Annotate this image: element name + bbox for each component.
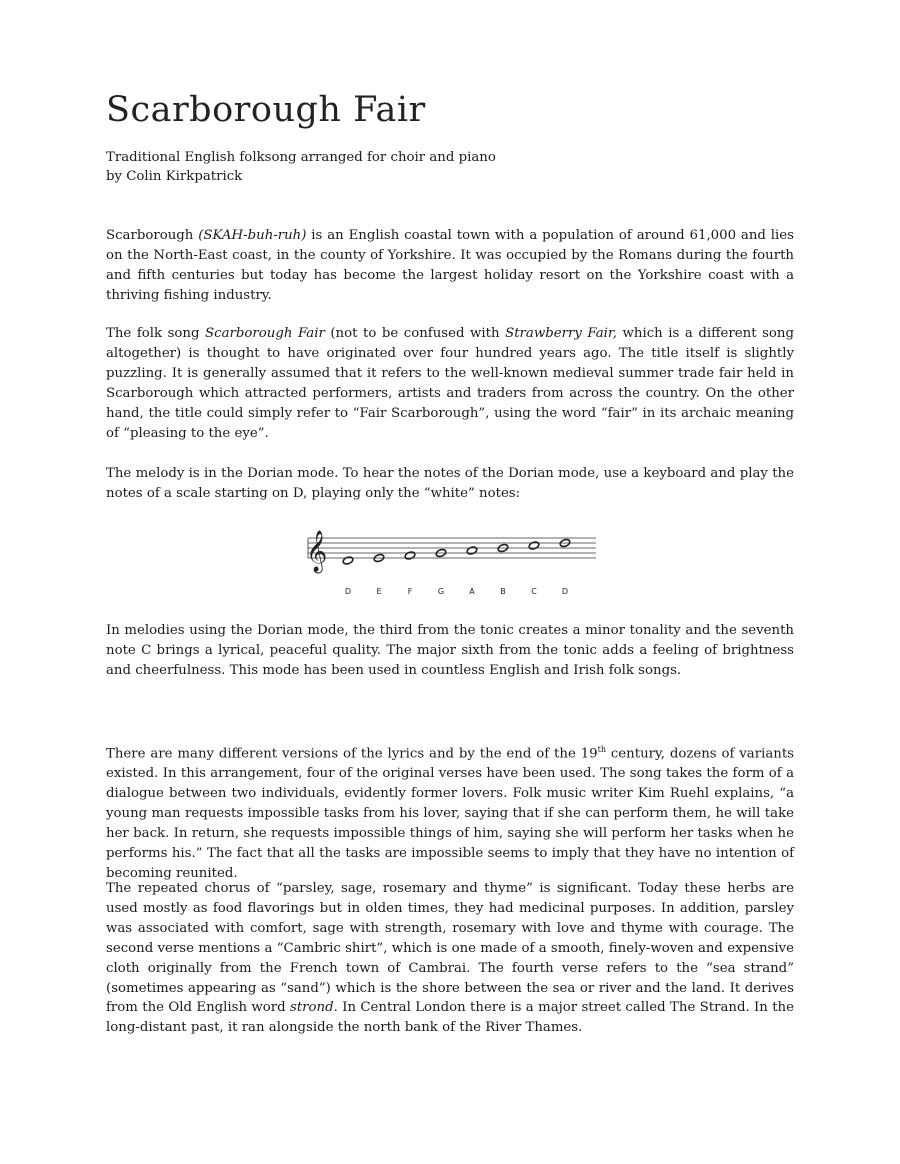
music-staff <box>300 522 600 602</box>
note-label: D <box>561 587 569 596</box>
note-label: A <box>469 587 475 596</box>
note-label: F <box>407 587 413 596</box>
note-label: D <box>344 587 352 596</box>
note-label: E <box>376 587 382 596</box>
paragraph-dorian: The melody is in the Dorian mode. To hear the notes of the Dorian mode, use a keyboard and play the notes of a scale starting on D, playing only the “white” notes: <box>106 466 794 501</box>
ordinal-suffix: th <box>597 745 606 754</box>
old-english-word: strond. <box>290 1000 338 1016</box>
pronunciation: (SKAH-buh-ruh) <box>198 228 307 243</box>
dorian-scale-figure <box>300 522 600 602</box>
other-song-title: Strawberry Fair, <box>505 326 617 341</box>
text-run: is an English coastal town with a population of around 61,000 and lies on the North-East coast, in the county of Yorkshire. It was occupied by the Romans during the fourth and fifth centuries but today has become the largest holiday resort on the Yorkshire coast with a thriving fishing industry. <box>106 228 794 303</box>
text-run: Scarborough <box>106 228 199 243</box>
text-run: In Central London there is a major street called The Strand. In the long-distant past, it ran alongside the north bank of the River Thames. <box>106 1000 794 1036</box>
text-run: There are many different versions of the lyrics and by the end of the 19 <box>106 746 598 762</box>
note-label: G <box>437 587 445 596</box>
subtitle-line-2: by Colin Kirkpatrick <box>106 169 243 184</box>
note-head-d-0 <box>342 556 354 565</box>
note-label: B <box>500 587 506 596</box>
text-run: which is a different song altogether) is thought to have originated over four hundred years ago. The title itself is slightly puzzling. It is generally assumed that it refers to the well-known medieval summer trade fair held in Scarborough which attracted performers, artists and traders from across the country. On the other hand, the title could simply refer to “Fair Scarborough”, using the word “fair” in its archaic meaning of “pleasing to the eye”. <box>106 326 795 441</box>
text-run: The folk song <box>106 326 206 341</box>
paragraph-tonality: In melodies using the Dorian mode, the third from the tonic creates a minor tonality and the seventh note C brings a lyrical, peaceful quality. The major sixth from the tonic adds a feeling of brightness and cheerfulness. This mode has been used in countless English and Irish folk songs. <box>106 623 794 678</box>
paragraph-herbs <box>106 879 794 1038</box>
note-head-c-6 <box>528 541 540 550</box>
notes-layer <box>342 538 571 596</box>
paragraph-lyrics <box>106 740 794 884</box>
song-title: Scarborough Fair <box>205 326 325 341</box>
note-head-f-2 <box>404 551 416 560</box>
note-head-a-4 <box>466 546 478 555</box>
text-run: (not to be confused with <box>324 326 506 341</box>
subtitle-line-1: Traditional English folksong arranged for choir and piano <box>106 150 496 165</box>
subtitle <box>106 148 496 186</box>
page-title: Scarborough Fair <box>106 90 426 130</box>
text-run: The repeated chorus of “parsley, sage, rosemary and thyme” is significant. Today these herbs are used mostly as food flavorings but in olden times, they had medicinal purposes. In addition, parsley was associated with comfort, sage with strength, rosemary with love and thyme with courage. The second verse mentions a “Cambric shirt”, which is one made of a smooth, finely-woven and expensive cloth originally from the French town of Cambrai. The fourth verse refers to the “sea strand” (sometimes appearing as “sand”) which is the shore between the sea or river and the land. It derives from the Old English word <box>106 881 794 1016</box>
paragraph-history <box>106 324 794 443</box>
staff-lines <box>308 538 596 558</box>
text-run: century, dozens of variants existed. In this arrangement, four of the original verses have been used. The song takes the form of a dialogue between two individuals, evidently former lovers. Folk music writer Kim Ruehl explains, “a young man requests impossible tasks from his lover, saying that if she can perform them, he will take her back. In return, she requests impossible things of him, saying she will perform her tasks when he performs his.” The fact that all the tasks are impossible seems to imply that they have no intention of becoming reunited. <box>106 746 794 881</box>
treble-clef-icon: 𝄞 <box>306 531 328 572</box>
paragraph-intro <box>106 226 794 306</box>
note-label: C <box>531 587 537 596</box>
